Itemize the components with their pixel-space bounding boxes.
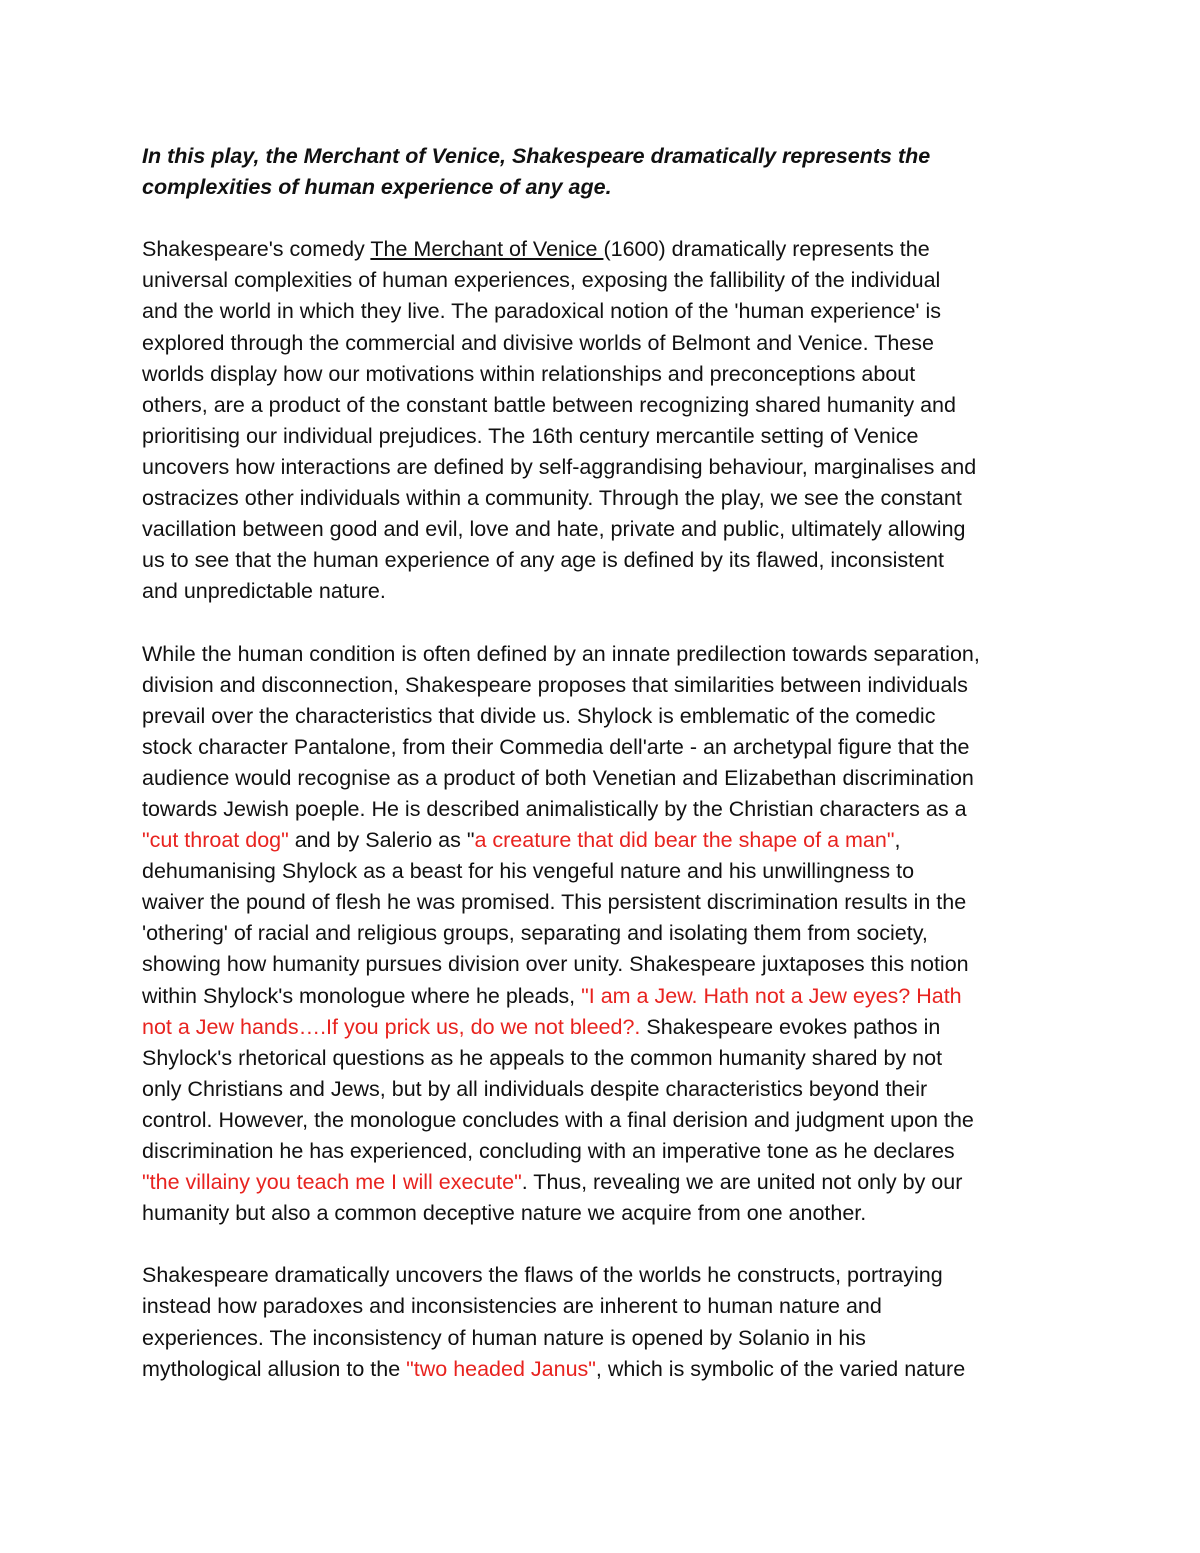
text-line: vacillation between good and evil, love and hate, private and public, ultimately allowing [142, 517, 966, 542]
text-line: and by Salerio as " [288, 828, 475, 853]
play-title: The Merchant of Venice [370, 237, 604, 262]
text-line: prioritising our individual prejudices. The 16th century mercantile setting of Venice [142, 423, 919, 448]
text-line: 'othering' of racial and religious groups, separating and isolating them from society, [142, 921, 928, 946]
text-line: mythological allusion to the [142, 1356, 407, 1381]
text-line: (1600) dramatically represents the [603, 237, 930, 262]
title-line: In this play, the Merchant of Venice, Shakespeare dramatically represents the [142, 144, 931, 168]
essay-question [142, 141, 1072, 203]
quote-jew-hands: not a Jew hands….If you prick us, do we not bleed?. [142, 1014, 641, 1039]
paragraph-body-1 [142, 639, 1072, 1230]
text-line: only Christians and Jews, but by all individuals despite characteristics beyond their [142, 1076, 928, 1101]
text-line: and unpredictable nature. [142, 579, 386, 604]
text-line: discrimination he has experienced, concluding with an imperative tone as he declares [142, 1139, 955, 1163]
quote-two-headed-janus: "two headed Janus" [406, 1356, 596, 1381]
text-line: showing how humanity pursues division over unity. Shakespeare juxtaposes this notion [142, 952, 969, 977]
text-line: humanity but also a common deceptive nature we acquire from one another. [142, 1201, 867, 1226]
text-line: waiver the pound of flesh he was promised. This persistent discrimination results in the [142, 890, 967, 915]
paragraph-introduction [142, 234, 1072, 607]
quote-cut-throat-dog: "cut throat dog" [142, 828, 289, 853]
text-line: us to see that the human experience of any age is defined by its flawed, inconsistent [142, 548, 944, 573]
text-line: worlds display how our motivations within relationships and preconceptions about [142, 361, 916, 386]
text-line: instead how paradoxes and inconsistencies are inherent to human nature and [142, 1294, 882, 1319]
text-line: , [894, 828, 901, 853]
quote-villainy: "the villainy you teach me I will execute" [142, 1170, 522, 1195]
text-line: within Shylock's monologue where he pleads, [142, 983, 582, 1008]
document-body [142, 141, 1072, 1416]
text-line: audience would recognise as a product of both Venetian and Elizabethan discrimination [142, 765, 974, 790]
text-line: dehumanising Shylock as a beast for his vengeful nature and his unwillingness to [142, 859, 915, 884]
text-line: Shakespeare's comedy [142, 237, 371, 262]
paragraph-body-2 [142, 1260, 1072, 1384]
text-line: Shylock's rhetorical questions as he appeals to the common humanity shared by not [142, 1045, 943, 1070]
text-line: , which is symbolic of the varied nature [595, 1356, 966, 1381]
text-line: and the world in which they live. The paradoxical notion of the 'human experience' is [142, 299, 942, 324]
text-line: Shakespeare dramatically uncovers the flaws of the worlds he constructs, portraying [142, 1263, 943, 1288]
text-line: control. However, the monologue concludes with a final derision and judgment upon the [142, 1107, 974, 1132]
text-line: universal complexities of human experiences, exposing the fallibility of the individual [142, 268, 941, 293]
text-line: explored through the commercial and divisive worlds of Belmont and Venice. These [142, 330, 934, 355]
text-line: While the human condition is often defined by an innate predilection towards separation, [142, 641, 980, 666]
text-line: . Thus, revealing we are united not only by our [521, 1170, 963, 1195]
text-line: uncovers how interactions are defined by self-aggrandising behaviour, marginalises and [142, 454, 977, 479]
text-line: ostracizes other individuals within a community. Through the play, we see the constant [142, 486, 962, 511]
text-line: towards Jewish poeple. He is described animalistically by the Christian characters as a [142, 796, 967, 821]
text-line: others, are a product of the constant battle between recognizing shared humanity and [142, 392, 956, 417]
text-line: Shakespeare evokes pathos in [640, 1014, 941, 1039]
text-line: prevail over the characteristics that divide us. Shylock is emblematic of the comedic [142, 703, 936, 728]
text-line: division and disconnection, Shakespeare proposes that similarities between individuals [142, 672, 968, 697]
quote-i-am-a-jew: "I am a Jew. Hath not a Jew eyes? Hath [581, 983, 962, 1008]
text-line: stock character Pantalone, from their Commedia dell'arte - an archetypal figure that the [142, 734, 970, 759]
quote-creature: a creature that did bear the shape of a man" [474, 828, 895, 853]
title-line: complexities of human experience of any age. [142, 175, 612, 200]
text-line: experiences. The inconsistency of human nature is opened by Solanio in his [142, 1325, 866, 1350]
